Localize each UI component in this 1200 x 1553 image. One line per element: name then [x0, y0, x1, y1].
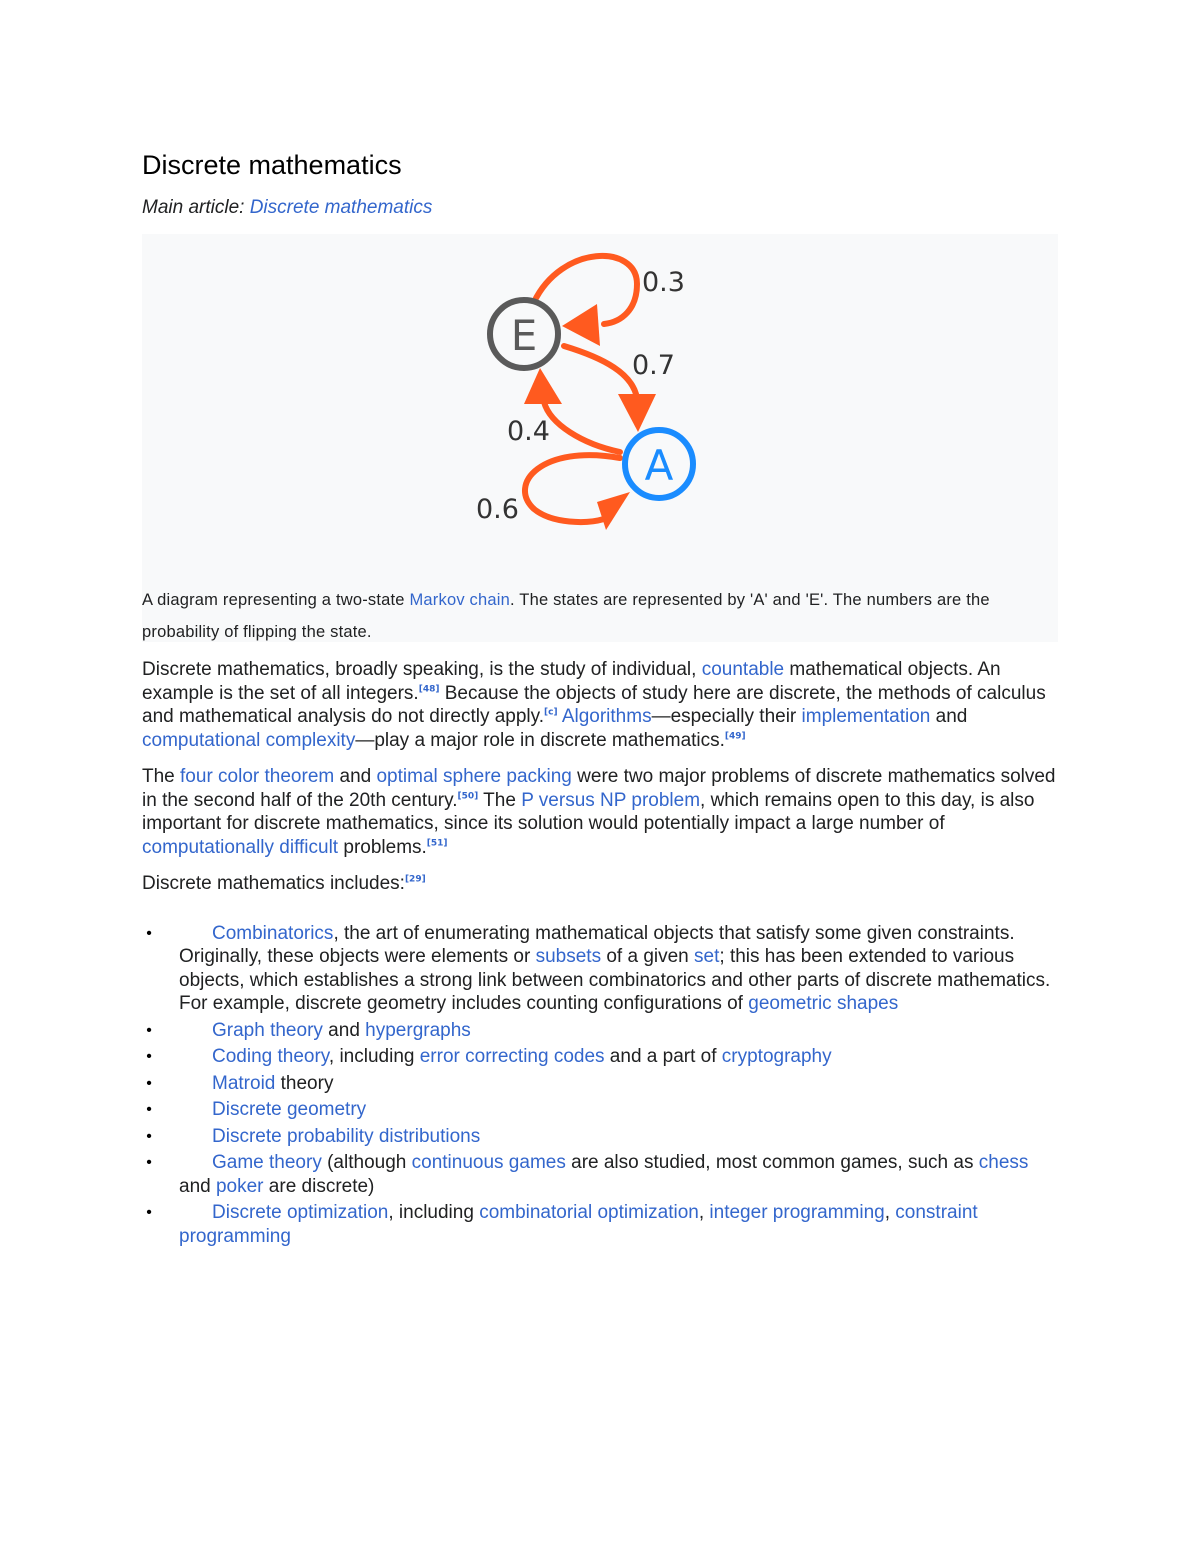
- link-coding-theory[interactable]: Coding theory: [212, 1046, 329, 1067]
- bullet-icon: •: [146, 1101, 152, 1118]
- link-discrete-geometry[interactable]: Discrete geometry: [212, 1099, 367, 1120]
- link-discrete-optimization[interactable]: Discrete optimization: [212, 1202, 389, 1223]
- prob-a-a: 0.6: [476, 494, 519, 525]
- link-discrete-probability-distributions[interactable]: Discrete probability distributions: [212, 1125, 481, 1147]
- link-subsets[interactable]: subsets: [535, 946, 602, 967]
- p3-text: Discrete mathematics includes:: [142, 873, 405, 894]
- item-text: are also studied, most common games, such as: [565, 1152, 979, 1173]
- list-item: [142, 1201, 1058, 1248]
- link-continuous-games[interactable]: continuous games: [411, 1152, 566, 1173]
- link-constraint-programming[interactable]: constraint programming: [179, 1202, 978, 1247]
- link-integer-programming[interactable]: integer programming: [709, 1202, 885, 1223]
- bullet-icon: •: [146, 1127, 152, 1145]
- bullet-icon: •: [146, 1048, 152, 1065]
- caption-text-1: A diagram representing a two-state: [142, 591, 410, 609]
- item-text: ; this has been extended to various objects, which establishes a strong link between combinatorics and other parts of discrete mathematics. For example, discrete geometry includes counting configurations of: [179, 946, 1051, 1014]
- item-text: ,: [698, 1202, 710, 1223]
- list-item: [142, 1098, 1058, 1122]
- link-game-theory[interactable]: Game theory: [212, 1152, 322, 1173]
- link-graph-theory[interactable]: Graph theory: [212, 1019, 323, 1041]
- p1-text: —play a major role in discrete mathematics.: [355, 729, 725, 751]
- item-text: ,: [884, 1202, 896, 1223]
- link-error-correcting-codes[interactable]: error correcting codes: [419, 1046, 605, 1067]
- p2-text: , which remains open to this day, is also important for discrete mathematics, since its solution would potentially impact a large number of: [142, 789, 1035, 834]
- p1-text: and: [930, 706, 968, 727]
- p2-text: The: [478, 789, 522, 811]
- caption-text-2: . The states are represented by 'A' and 'E'. The numbers are the probability of flipping the state.: [142, 591, 990, 641]
- paragraph-3: [142, 872, 1058, 896]
- arrowhead-e-e: [562, 304, 600, 346]
- section-heading: Discrete mathematics: [142, 150, 402, 180]
- item-text: , including: [328, 1046, 420, 1067]
- item-text: , including: [388, 1202, 480, 1223]
- list-item: [142, 1072, 1058, 1096]
- p2-text: were two major problems of discrete mathematics solved in the second half of the 20th century.: [142, 766, 1056, 811]
- markov-chain-diagram: [142, 234, 1058, 574]
- figure-caption: [142, 584, 1052, 648]
- edge-a-e: [544, 402, 620, 452]
- item-text: and a part of: [604, 1046, 722, 1067]
- paragraph-1: [142, 658, 1058, 752]
- p1-text: Discrete mathematics, broadly speaking, is the study of individual,: [142, 659, 702, 680]
- bullet-icon: •: [146, 1154, 152, 1171]
- link-computational-complexity[interactable]: computational complexity: [142, 729, 356, 751]
- link-combinatorics[interactable]: Combinatorics: [212, 922, 334, 944]
- bullet-icon: •: [146, 1021, 152, 1039]
- link-cryptography[interactable]: cryptography: [721, 1046, 832, 1067]
- link-four-color-theorem[interactable]: four color theorem: [180, 766, 335, 787]
- prob-e-e: 0.3: [642, 267, 685, 298]
- item-text: and: [322, 1019, 366, 1041]
- list-item: [142, 1019, 1058, 1043]
- bullet-icon: •: [146, 1074, 152, 1092]
- ref-48[interactable]: [48]: [418, 684, 440, 695]
- hatnote-prefix: Main article:: [142, 197, 250, 218]
- p2-text: The: [142, 766, 181, 787]
- link-countable[interactable]: countable: [701, 659, 785, 680]
- list-item: [142, 922, 1058, 1016]
- p1-text: mathematical objects. An example is the set of all integers.: [142, 659, 1001, 704]
- item-text: of a given: [601, 946, 695, 967]
- topics-list: [142, 922, 1058, 1249]
- hatnote: [142, 195, 1058, 221]
- article-section: [142, 148, 1058, 1251]
- link-geometric-shapes[interactable]: geometric shapes: [748, 993, 899, 1014]
- figure-markov-chain: [142, 234, 1058, 642]
- link-hypergraphs[interactable]: hypergraphs: [365, 1019, 471, 1041]
- link-algorithms[interactable]: Algorithms: [561, 706, 652, 727]
- ref-51[interactable]: [51]: [426, 838, 448, 849]
- node-e-label: E: [510, 311, 538, 360]
- hatnote-link[interactable]: Discrete mathematics: [249, 197, 433, 218]
- ref-50[interactable]: [50]: [457, 791, 479, 802]
- item-text: theory: [275, 1072, 334, 1094]
- link-implementation[interactable]: implementation: [801, 706, 931, 727]
- bullet-icon: •: [146, 924, 152, 942]
- edge-e-a: [564, 346, 636, 394]
- item-text: and: [179, 1175, 216, 1197]
- node-a-label: A: [644, 441, 674, 490]
- link-chess[interactable]: chess: [978, 1152, 1029, 1173]
- link-poker[interactable]: poker: [215, 1175, 264, 1197]
- link-computationally-difficult[interactable]: computationally difficult: [142, 836, 339, 858]
- link-p-versus-np[interactable]: P versus NP problem: [521, 789, 701, 811]
- link-optimal-sphere-packing[interactable]: optimal sphere packing: [376, 766, 572, 787]
- p2-text: and: [334, 766, 377, 787]
- p1-text: Because the objects of study here are discrete, the methods of calculus and mathematical analysis do not directly apply.: [142, 682, 1046, 727]
- arrowhead-a-e: [524, 368, 562, 404]
- paragraph-2: [142, 765, 1058, 859]
- prob-e-a: 0.7: [632, 350, 675, 381]
- list-item: [142, 1045, 1058, 1069]
- arrowhead-e-a: [618, 394, 656, 432]
- ref-c[interactable]: [c]: [544, 707, 558, 718]
- prob-a-e: 0.4: [507, 416, 550, 447]
- p2-text: problems.: [338, 836, 427, 858]
- ref-49[interactable]: [49]: [724, 731, 746, 742]
- p1-text: —especially their: [651, 706, 802, 727]
- item-text: are discrete): [263, 1175, 375, 1197]
- ref-29[interactable]: [29]: [404, 874, 426, 885]
- link-set[interactable]: set: [694, 946, 720, 967]
- link-combinatorial-optimization[interactable]: combinatorial optimization: [479, 1202, 699, 1223]
- item-text: , the art of enumerating mathematical objects that satisfy some given constraints. Originally, these objects were elements or: [179, 922, 1015, 967]
- arrowhead-a-a: [597, 492, 630, 530]
- bullet-icon: •: [146, 1204, 152, 1221]
- caption-link-markov-chain[interactable]: Markov chain: [409, 591, 511, 609]
- list-item: [142, 1125, 1058, 1149]
- list-item: [142, 1151, 1058, 1198]
- item-text: (although: [321, 1152, 412, 1173]
- link-matroid[interactable]: Matroid: [212, 1072, 276, 1094]
